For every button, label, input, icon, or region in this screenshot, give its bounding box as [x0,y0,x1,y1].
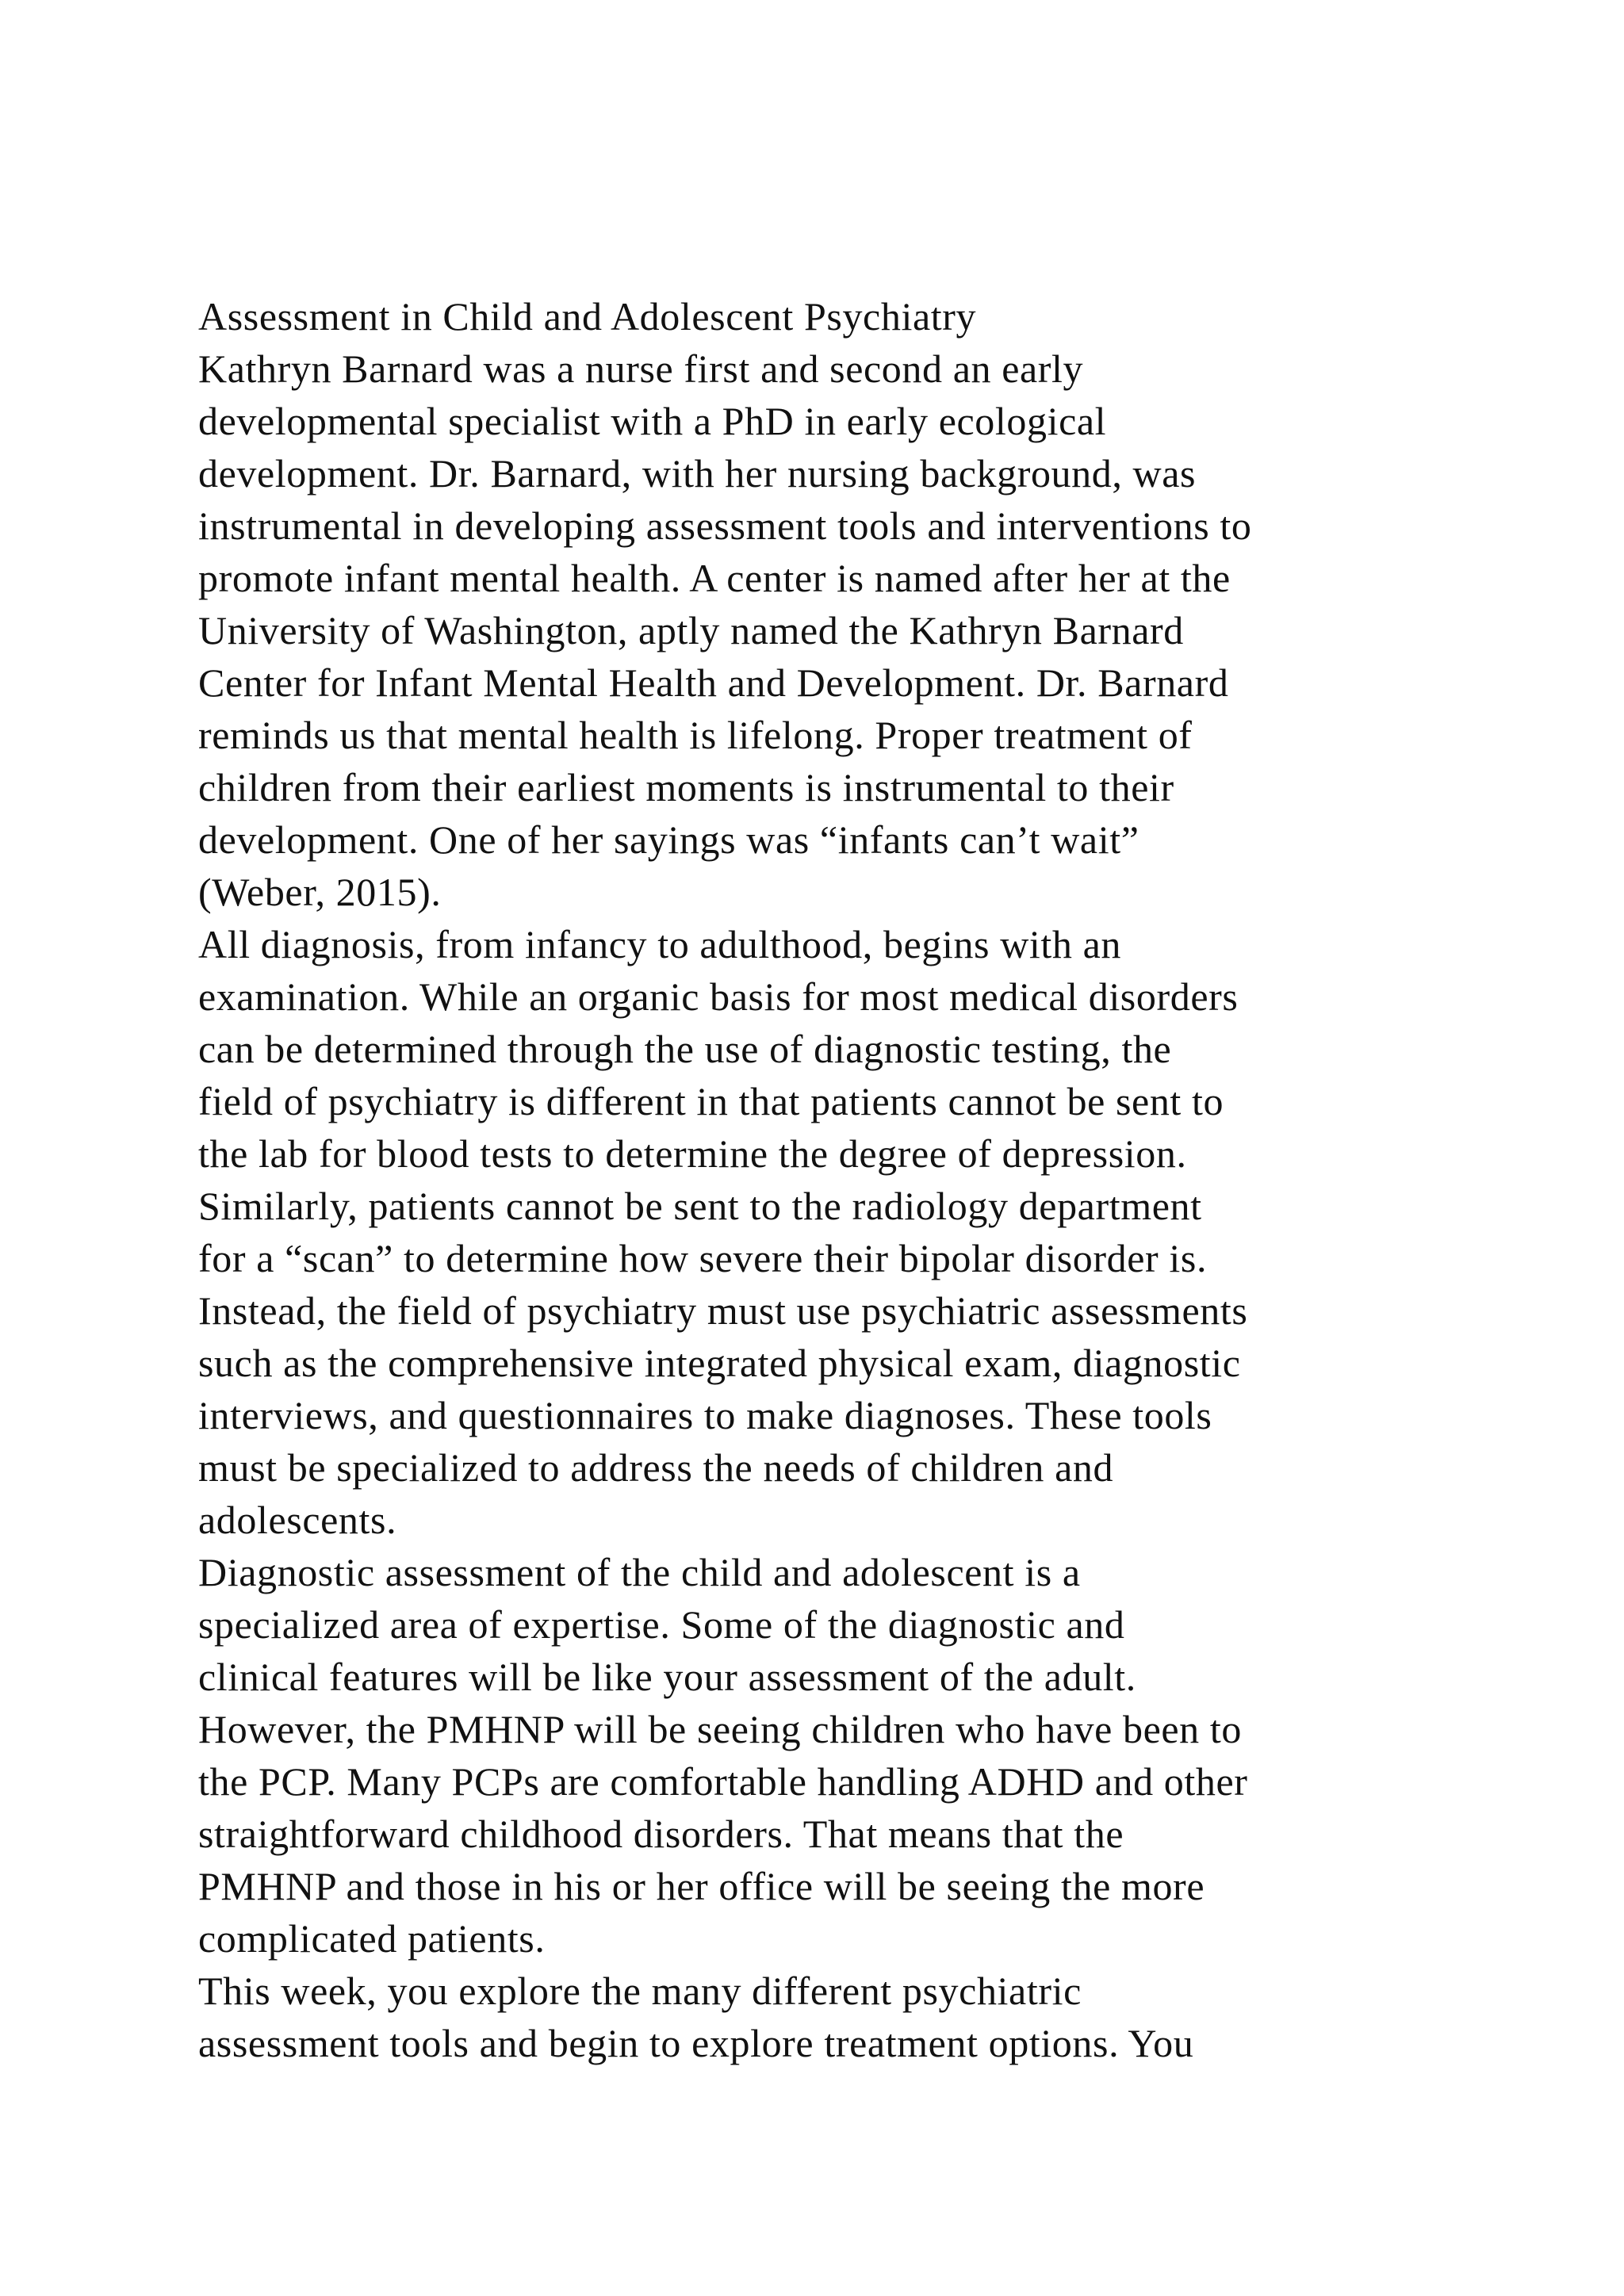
text-line: promote infant mental health. A center is named after her at the [198,556,1231,600]
text-line: adolescents. [198,1498,397,1542]
text-line: the PCP. Many PCPs are comfortable handling ADHD and other [198,1759,1248,1804]
text-line: Center for Infant Mental Health and Development. Dr. Barnard [198,660,1229,705]
text-line: (Weber, 2015). [198,870,442,914]
text-line: straightforward childhood disorders. That means that the [198,1812,1124,1856]
text-line: must be specialized to address the needs of children and [198,1445,1114,1490]
text-line: development. Dr. Barnard, with her nursing background, was [198,451,1197,496]
text-line: examination. While an organic basis for most medical disorders [198,974,1239,1019]
document-title: Assessment in Child and Adolescent Psychiatry [198,294,977,339]
text-line: interviews, and questionnaires to make diagnoses. These tools [198,1393,1212,1437]
text-line: can be determined through the use of diagnostic testing, the [198,1027,1172,1071]
text-line: development. One of her sayings was “infants can’t wait” [198,817,1139,862]
text-line: specialized area of expertise. Some of the diagnostic and [198,1602,1125,1647]
text-line: Instead, the field of psychiatry must use psychiatric assessments [198,1288,1248,1333]
document-body [198,290,1562,2069]
text-line: complicated patients. [198,1916,546,1961]
text-line: assessment tools and begin to explore treatment options. You [198,2021,1194,2065]
text-line: instrumental in developing assessment tools and interventions to [198,503,1252,548]
text-line: Kathryn Barnard was a nurse first and second an early [198,346,1084,391]
text-line: the lab for blood tests to determine the degree of depression. [198,1131,1187,1176]
text-line: developmental specialist with a PhD in early ecological [198,399,1107,443]
text-line: field of psychiatry is different in that patients cannot be sent to [198,1079,1224,1123]
text-line: for a “scan” to determine how severe their bipolar disorder is. [198,1236,1208,1280]
text-line: such as the comprehensive integrated physical exam, diagnostic [198,1341,1241,1385]
text-line: children from their earliest moments is instrumental to their [198,765,1174,809]
text-line: University of Washington, aptly named the Kathryn Barnard [198,608,1184,652]
text-line: However, the PMHNP will be seeing children who have been to [198,1707,1242,1751]
text-line: Diagnostic assessment of the child and adolescent is a [198,1550,1081,1594]
text-line: clinical features will be like your assessment of the adult. [198,1655,1136,1699]
text-line: All diagnosis, from infancy to adulthood, begins with an [198,922,1121,966]
text-line: reminds us that mental health is lifelong. Proper treatment of [198,713,1193,757]
text-line: This week, you explore the many different psychiatric [198,1969,1082,2013]
text-line: PMHNP and those in his or her office will be seeing the more [198,1864,1205,1908]
text-line: Similarly, patients cannot be sent to the radiology department [198,1184,1202,1228]
